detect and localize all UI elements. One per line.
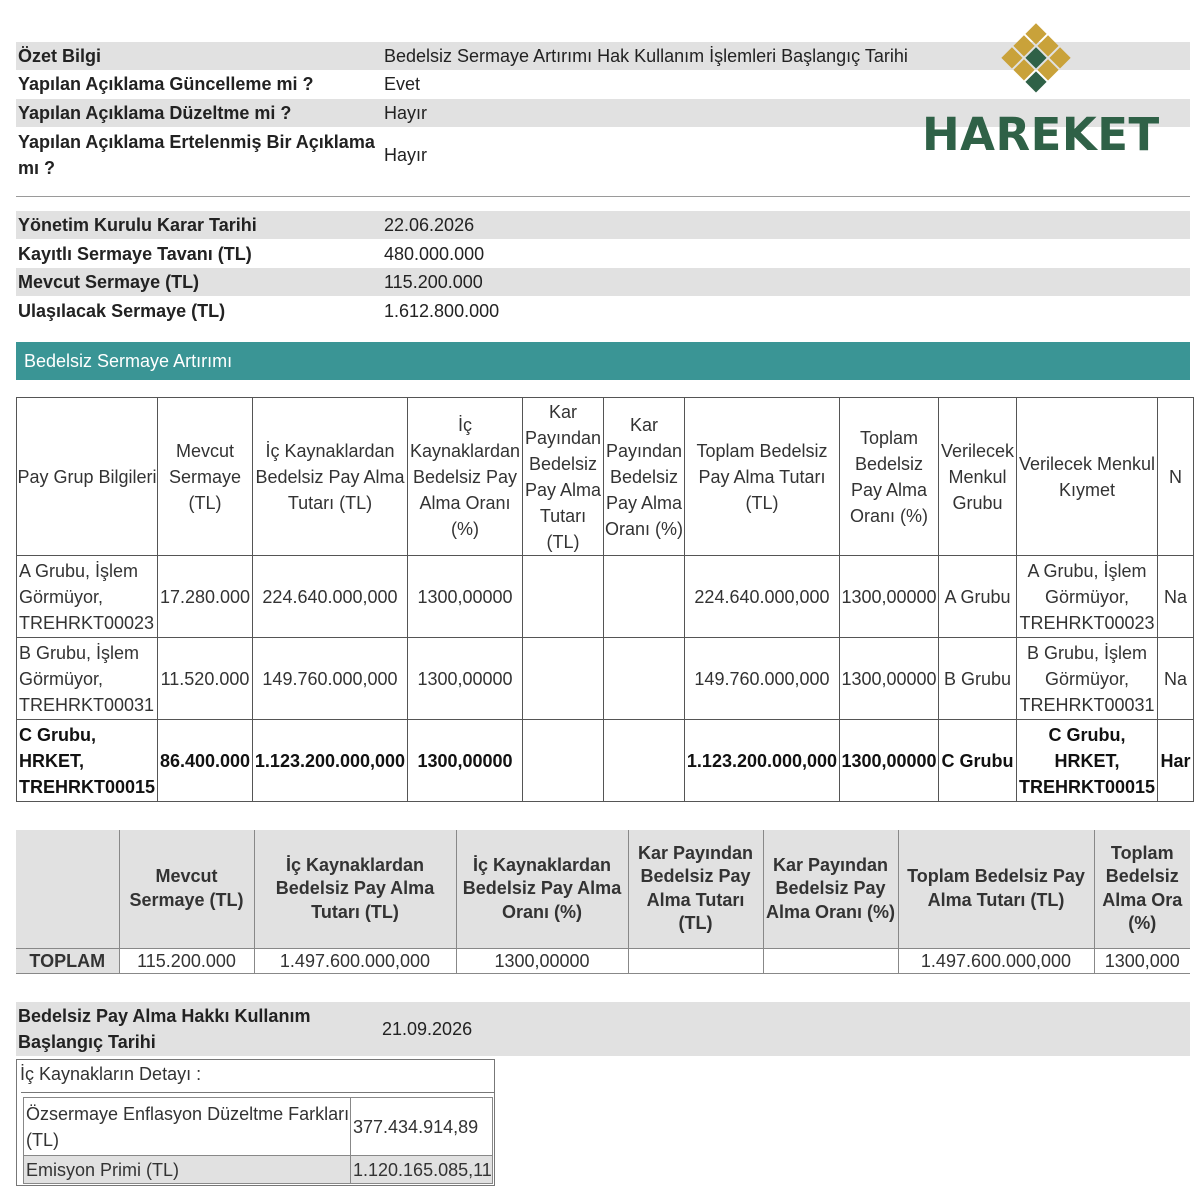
section-title: Bedelsiz Sermaye Artırımı <box>16 342 1190 380</box>
cell <box>604 720 685 802</box>
update-label: Yapılan Açıklama Güncelleme mi ? <box>18 74 314 94</box>
cell: 224.640.000,000 <box>685 556 840 638</box>
cell <box>604 556 685 638</box>
current-cap-value: 115.200.000 <box>384 272 483 292</box>
cell: C Grubu <box>939 720 1017 802</box>
cell: 11.520.000 <box>158 638 253 720</box>
table-row <box>17 556 1194 638</box>
divider <box>16 196 1190 197</box>
col-header: Toplam Bedelsiz Pay Alma Tutarı (TL) <box>685 398 840 556</box>
board-date-row <box>16 211 1190 239</box>
cell: B Grubu, İşlem Görmüyor, TREHRKT00031 <box>17 638 158 720</box>
table-row <box>17 720 1194 802</box>
target-cap-row <box>16 297 1190 325</box>
col-header: Mevcut Sermaye (TL) <box>158 398 253 556</box>
col-header <box>16 830 119 948</box>
col-header: Verilecek Menkul Kıymet <box>1017 398 1158 556</box>
cell: 17.280.000 <box>158 556 253 638</box>
cell: 1300,00000 <box>456 948 628 973</box>
col-header: İç Kaynaklardan Bedelsiz Pay Alma Tutarı (TL) <box>254 830 456 948</box>
cell: 1300,00000 <box>408 556 523 638</box>
cell: 1.123.200.000,000 <box>253 720 408 802</box>
start-date-label: Bedelsiz Pay Alma Hakkı Kullanım Başlangıç Tarihi <box>18 1006 311 1052</box>
current-cap-label: Mevcut Sermaye (TL) <box>18 272 200 292</box>
cell: C Grubu, HRKET, TREHRKT00015 <box>1017 720 1158 802</box>
cell: Na <box>1158 556 1194 638</box>
col-header: İç Kaynaklardan Bedelsiz Pay Alma Oranı (%) <box>408 398 523 556</box>
totals-table <box>16 830 1190 974</box>
groups-table <box>16 397 1194 802</box>
col-header: Kar Payından Bedelsiz Pay Alma Tutarı (TL) <box>628 830 763 948</box>
summary-value: Bedelsiz Sermaye Artırımı Hak Kullanım İşlemleri Başlangıç Tarihi <box>384 46 908 66</box>
internal-sources-box <box>16 1059 495 1186</box>
col-header: Toplam Bedelsiz Pay Alma Oranı (%) <box>840 398 939 556</box>
col-header: Toplam Bedelsiz Pay Alma Tutarı (TL) <box>898 830 1094 948</box>
cell: 1300,00000 <box>840 556 939 638</box>
col-header: Kar Payından Bedelsiz Pay Alma Oranı (%) <box>604 398 685 556</box>
target-cap-label: Ulaşılacak Sermaye (TL) <box>18 301 226 321</box>
cell <box>604 638 685 720</box>
col-header: Kar Payından Bedelsiz Pay Alma Oranı (%) <box>763 830 898 948</box>
table-row <box>17 638 1194 720</box>
internal-sources-title: İç Kaynakların Detayı : <box>20 1064 202 1084</box>
internal-sources-inner <box>21 1092 494 1180</box>
deferred-value: Hayır <box>384 145 428 165</box>
col-header: İç Kaynaklardan Bedelsiz Pay Alma Oranı (%) <box>456 830 628 948</box>
cell: B Grubu, İşlem Görmüyor, TREHRKT00031 <box>1017 638 1158 720</box>
logo-mark-icon <box>922 20 1152 105</box>
col-header: Kar Payından Bedelsiz Pay Alma Tutarı (TL) <box>523 398 604 556</box>
cell: 1300,00000 <box>840 638 939 720</box>
registered-cap-label: Kayıtlı Sermaye Tavanı (TL) <box>18 244 252 264</box>
cell: 1.497.600.000,000 <box>254 948 456 973</box>
totals-row <box>16 948 1190 973</box>
board-date-value: 22.06.2026 <box>384 215 475 235</box>
cell: 1.497.600.000,000 <box>898 948 1094 973</box>
cell <box>523 556 604 638</box>
cell <box>523 638 604 720</box>
cell: 1300,00000 <box>840 720 939 802</box>
col-header: Pay Grup Bilgileri <box>17 398 158 556</box>
cell <box>763 948 898 973</box>
cell: TOPLAM <box>16 948 119 973</box>
correction-label: Yapılan Açıklama Düzeltme mi ? <box>18 103 292 123</box>
cell: A Grubu, İşlem Görmüyor, TREHRKT00023 <box>17 556 158 638</box>
cell <box>523 720 604 802</box>
col-header: Mevcut Sermaye (TL) <box>119 830 254 948</box>
cell: 377.434.914,89 <box>351 1098 493 1156</box>
totals-header-row <box>16 830 1190 948</box>
logo-text: HAREKET <box>922 108 1160 161</box>
cell: 1300,000 <box>1094 948 1190 973</box>
board-date-label: Yönetim Kurulu Karar Tarihi <box>18 215 257 235</box>
registered-cap-value: 480.000.000 <box>384 244 485 264</box>
cell: 149.760.000,000 <box>685 638 840 720</box>
cell: C Grubu, HRKET, TREHRKT00015 <box>17 720 158 802</box>
company-logo <box>922 20 1160 161</box>
cell: 1300,00000 <box>408 638 523 720</box>
table-row <box>24 1156 493 1184</box>
update-value: Evet <box>384 74 421 94</box>
col-header: Verilecek Menkul Grubu <box>939 398 1017 556</box>
internal-sources-table <box>23 1097 493 1184</box>
cell: Na <box>1158 638 1194 720</box>
cell: Har <box>1158 720 1194 802</box>
cell: 1300,00000 <box>408 720 523 802</box>
cell: 1.123.200.000,000 <box>685 720 840 802</box>
table-header-row <box>17 398 1194 556</box>
start-date-value: 21.09.2026 <box>382 1018 473 1039</box>
cell: A Grubu <box>939 556 1017 638</box>
summary-label: Özet Bilgi <box>18 46 102 66</box>
cell: B Grubu <box>939 638 1017 720</box>
table-row <box>24 1098 493 1156</box>
current-cap-row <box>16 268 1190 296</box>
cell: Özsermaye Enflasyon Düzeltme Farkları (TL) <box>24 1098 351 1156</box>
cell: A Grubu, İşlem Görmüyor, TREHRKT00023 <box>1017 556 1158 638</box>
cell: 224.640.000,000 <box>253 556 408 638</box>
cell: 86.400.000 <box>158 720 253 802</box>
cell: 1.120.165.085,11 <box>351 1156 493 1184</box>
col-header: N <box>1158 398 1194 556</box>
cell: 149.760.000,000 <box>253 638 408 720</box>
cell: Emisyon Primi (TL) <box>24 1156 351 1184</box>
col-header: Toplam Bedelsiz Alma Ora (%) <box>1094 830 1190 948</box>
cell: 115.200.000 <box>119 948 254 973</box>
correction-value: Hayır <box>384 103 428 123</box>
start-date-row <box>16 1002 1190 1056</box>
col-header: İç Kaynaklardan Bedelsiz Pay Alma Tutarı (TL) <box>253 398 408 556</box>
cell <box>628 948 763 973</box>
deferred-label: Yapılan Açıklama Ertelenmiş Bir Açıklama mı ? <box>18 132 375 178</box>
registered-cap-row <box>16 240 1190 268</box>
target-cap-value: 1.612.800.000 <box>384 301 500 321</box>
